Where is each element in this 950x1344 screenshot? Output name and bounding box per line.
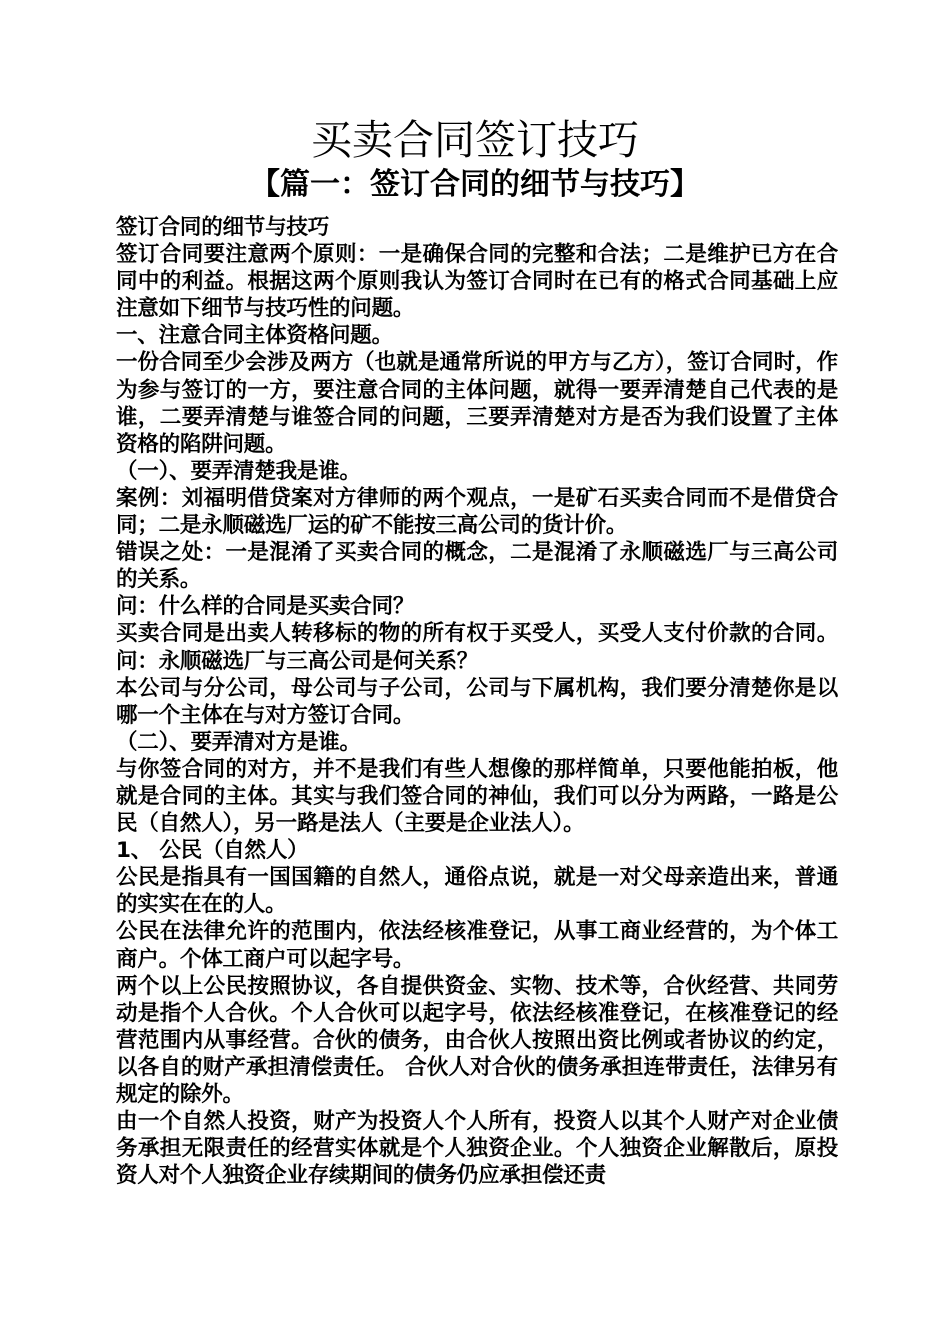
paragraph: 签订合同要注意两个原则：一是确保合同的完整和合法；二是维护已方在合同中的利益。根据这两个原则我认为签订合同时在已有的格式合同基础上应注意如下细节与技巧性的问题。 [116,242,838,322]
document-subtitle: 【篇一：签订合同的细节与技巧】 [250,167,700,202]
paragraph: 错误之处：一是混淆了买卖合同的概念，二是混淆了永顺磁选厂与三高公司的关系。 [116,540,838,593]
paragraph: 1、 公民（自然人） [116,838,309,864]
paragraph: 一份合同至少会涉及两方（也就是通常所说的甲方与乙方），签订合同时，作为参与签订的一方，要注意合同的主体问题，就得一要弄清楚自己代表的是谁，二要弄清楚与谁签合同的问题，三要弄清楚对方是否为我们设置了主体资格的陷阱问题。 [116,350,838,457]
paragraph: 一、注意合同主体资格问题。 [116,323,393,349]
paragraph: 买卖合同是出卖人转移标的物的所有权于买受人，买受人支付价款的合同。 问：永顺磁选厂与三高公司是何关系？ [116,621,838,674]
paragraph: 案例：刘福明借贷案对方律师的两个观点，一是矿石买卖合同而不是借贷合同；二是永顺磁选厂运的矿不能按三高公司的货计价。 [116,485,838,539]
paragraph: （一）、要弄清楚我是谁。 [116,458,361,484]
document-body [116,214,838,1189]
paragraph: 两个以上公民按照协议，各自提供资金、实物、技术等，合伙经营、共同劳动是指个人合伙。个人合伙可以起字号，依法经核准登记，在核准登记的经营范围内从事经营。合伙的债务，由合伙人按照出资比例或者协议的约定，以各自的财产承担清偿责任。 合伙人对合伙的债务承担连带责任，法律另有规定的除外。 [116,973,838,1107]
paragraph: （二）、要弄清对方是谁。 [116,729,361,755]
paragraph: 与你签合同的对方，并不是我们有些人想像的那样简单，只要他能拍板，他就是合同的主体。其实与我们签合同的神仙，我们可以分为两路，一路是公民（自然人），另一路是法人（主要是企业法人）。 [116,756,838,837]
paragraph: 问：什么样的合同是买卖合同？ [116,594,415,620]
paragraph: 由一个自然人投资，财产为投资人个人所有，投资人以其个人财产对企业债务承担无限责任的经营实体就是个人独资企业。个人独资企业解散后，原投资人对个人独资企业存续期间的债务仍应承担偿还责 [116,1109,838,1189]
paragraph: 公民在法律允许的范围内，依法经核准登记，从事工商业经营的，为个体工商户。个体工商户可以起字号。 [116,919,838,972]
paragraph: 本公司与分公司，母公司与子公司，公司与下属机构，我们要分清楚你是以哪一个主体在与对方签订合同。 [116,675,838,728]
paragraph: 公民是指具有一国国籍的自然人，通俗点说，就是一对父母亲造出来，普通的实实在在的人。 [116,865,838,918]
document-title: 买卖合同签订技巧 [311,116,639,164]
paragraph: 签订合同的细节与技巧 [116,215,330,240]
